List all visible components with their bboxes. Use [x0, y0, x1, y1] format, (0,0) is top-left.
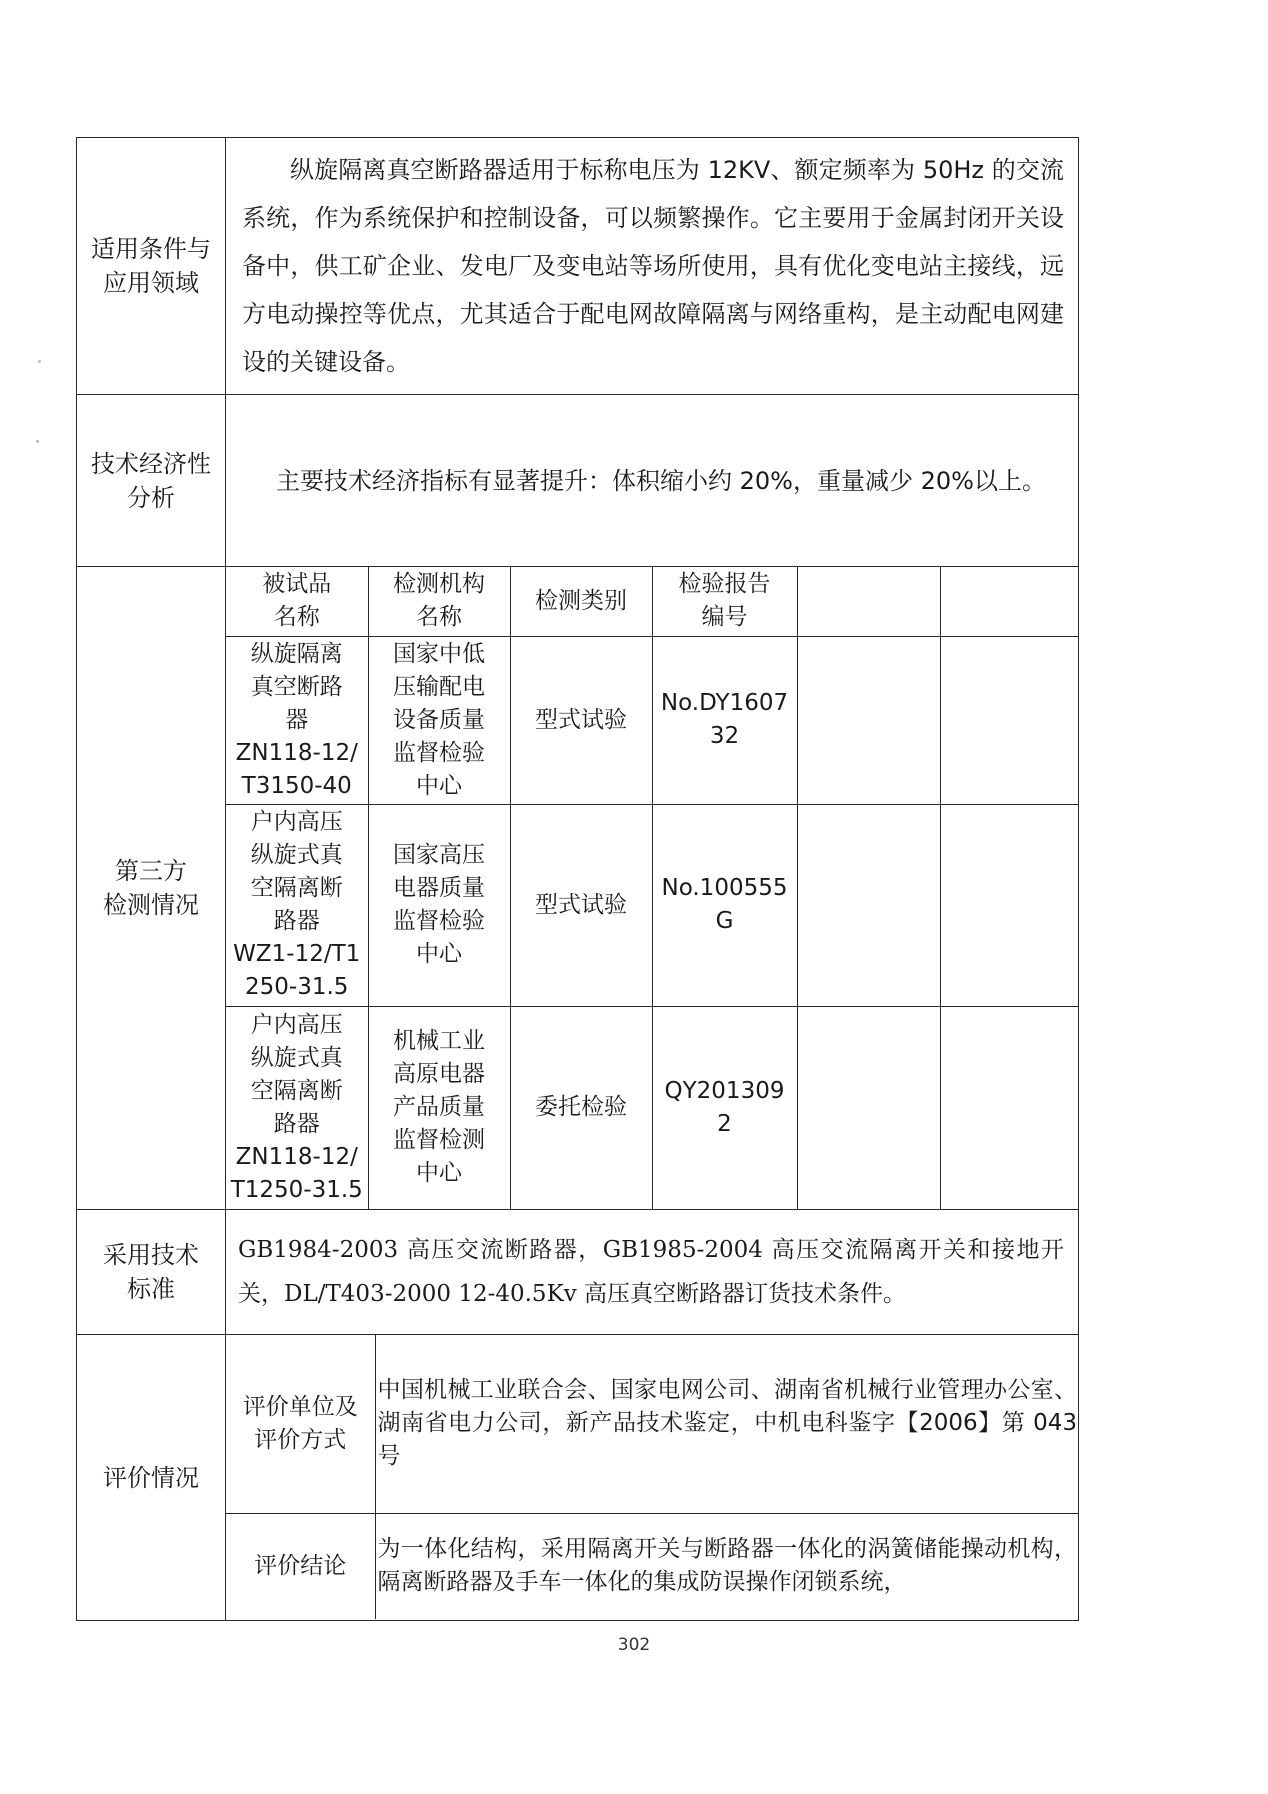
economics-text: 主要技术经济指标有显著提升：体积缩小约 20%，重量减少 20%以上。 — [226, 395, 1079, 567]
application-label: 适用条件与 应用领域 — [77, 138, 226, 395]
product-name: 户内高压 纵旋式真 空隔离断 路器 ZN118-12/ T1250-31.5 — [226, 1006, 368, 1209]
header-empty-cell — [797, 567, 940, 636]
economics-label: 技术经济性 分析 — [77, 395, 226, 567]
application-text: 纵旋隔离真空断路器适用于标称电压为 12KV、额定频率为 50Hz 的交流系统，作为系统保护和控制设备，可以频繁操作。它主要用于金属封闭开关设备中，供工矿企业、发电厂及变电站等场所使用，具有优化变电站主接线，远方电动操控等优点，尤其适合于配电网故障隔离与网络重构，是主动配电网建设的关键设备。 — [226, 138, 1079, 395]
evaluation-conclusion-row — [226, 1513, 1079, 1619]
testing-cell — [226, 567, 1079, 1210]
institution-name: 机械工业 高原电器 产品质量 监督检测 中心 — [368, 1006, 510, 1209]
report-number: QY201309 2 — [652, 1006, 797, 1209]
row-standards — [77, 1210, 1079, 1335]
testing-row — [226, 636, 1079, 804]
row-evaluation — [77, 1335, 1079, 1621]
report-number: No.DY1607 32 — [652, 636, 797, 804]
testing-header-row — [226, 567, 1079, 636]
product-name: 纵旋隔离 真空断路 器 ZN118-12/ T3150-40 — [226, 636, 368, 804]
testing-row — [226, 804, 1079, 1006]
evaluation-label: 评价情况 — [77, 1335, 226, 1621]
empty-cell — [940, 636, 1079, 804]
project-info-table — [76, 137, 1079, 1621]
testing-label: 第三方 检测情况 — [77, 567, 226, 1210]
row-economics — [77, 395, 1079, 567]
empty-cell — [797, 636, 940, 804]
report-number: No.100555 G — [652, 804, 797, 1006]
standards-label: 采用技术 标准 — [77, 1210, 226, 1335]
evaluation-unit-label: 评价单位及 评价方式 — [226, 1335, 375, 1513]
empty-cell — [940, 1006, 1079, 1209]
test-category: 型式试验 — [510, 804, 652, 1006]
empty-cell — [797, 1006, 940, 1209]
empty-cell — [940, 804, 1079, 1006]
row-application — [77, 138, 1079, 395]
header-product: 被试品 名称 — [226, 567, 368, 636]
test-category: 型式试验 — [510, 636, 652, 804]
evaluation-conclusion-label: 评价结论 — [226, 1513, 375, 1619]
header-report: 检验报告 编号 — [652, 567, 797, 636]
header-institution: 检测机构 名称 — [368, 567, 510, 636]
standards-text: GB1984-2003 高压交流断路器，GB1985-2004 高压交流隔离开关和接地开关，DL/T403-2000 12-40.5Kv 高压真空断路器订货技术条件。 — [226, 1210, 1079, 1335]
testing-row — [226, 1006, 1079, 1209]
empty-cell — [797, 804, 940, 1006]
evaluation-cell — [226, 1335, 1079, 1621]
testing-table — [226, 567, 1079, 1209]
institution-name: 国家高压 电器质量 监督检验 中心 — [368, 804, 510, 1006]
test-category: 委托检验 — [510, 1006, 652, 1209]
scan-speck — [38, 360, 41, 363]
evaluation-conclusion-text: 为一体化结构，采用隔离开关与断路器一体化的涡簧储能操动机构，隔离断路器及手车一体化的集成防误操作闭锁系统， — [375, 1513, 1079, 1619]
product-name: 户内高压 纵旋式真 空隔离断 路器 WZ1-12/T1 250-31.5 — [226, 804, 368, 1006]
evaluation-unit-row — [226, 1335, 1079, 1513]
institution-name: 国家中低 压输配电 设备质量 监督检验 中心 — [368, 636, 510, 804]
header-category: 检测类别 — [510, 567, 652, 636]
evaluation-table — [226, 1335, 1079, 1619]
evaluation-unit-text: 中国机械工业联合会、国家电网公司、湖南省机械行业管理办公室、湖南省电力公司，新产品技术鉴定，中机电科鉴字【2006】第 043 号 — [375, 1335, 1079, 1513]
scan-speck — [36, 440, 39, 443]
page-number: 302 — [617, 1635, 651, 1655]
row-testing — [77, 567, 1079, 1210]
header-empty-cell — [940, 567, 1079, 636]
